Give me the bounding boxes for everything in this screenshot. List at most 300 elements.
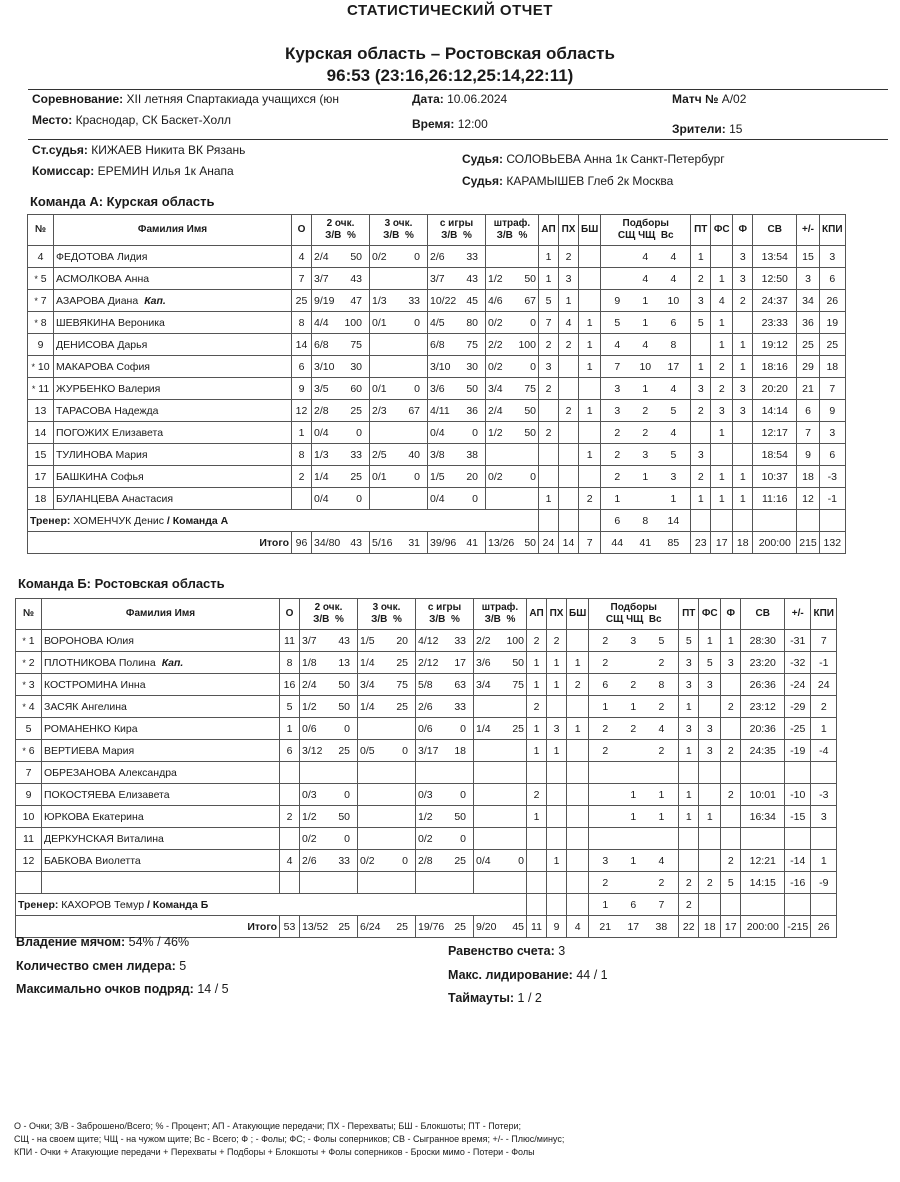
plus-minus: 3 [797, 268, 820, 290]
free-throws: 0/2 0 [486, 356, 539, 378]
free-throws [474, 872, 527, 894]
minutes: 26:36 [741, 674, 785, 696]
free-throws: 0/2 0 [486, 466, 539, 488]
total-ft: 13/26 50 [486, 532, 539, 554]
free-throws: 2/4 50 [486, 400, 539, 422]
minutes: 16:34 [741, 806, 785, 828]
col-blk: БШ [567, 599, 589, 630]
rebounds-cell: 7 10 17 [601, 356, 691, 378]
blocks [579, 290, 601, 312]
two-pointers: 2/6 33 [300, 850, 358, 872]
plus-minus: -31 [785, 630, 811, 652]
player-name: МАКАРОВА София [54, 356, 292, 378]
rebounds-cell: 2 2 [589, 652, 679, 674]
divider [28, 89, 888, 90]
plus-minus: 18 [797, 466, 820, 488]
three-pointers: 2/3 67 [370, 400, 428, 422]
points: 25 [292, 290, 312, 312]
minutes: 23:12 [741, 696, 785, 718]
fouls-drawn: 1 [711, 488, 733, 510]
blocks: 1 [579, 400, 601, 422]
col-to: ПТ [679, 599, 699, 630]
minutes: 28:30 [741, 630, 785, 652]
col-min: СВ [753, 215, 797, 246]
turnovers: 3 [691, 378, 711, 400]
efficiency: 25 [819, 334, 845, 356]
plus-minus: -15 [785, 806, 811, 828]
player-name: ВЕРТИЕВА Мария [42, 740, 280, 762]
efficiency: 3 [819, 246, 845, 268]
player-name: БАШКИНА Софья [54, 466, 292, 488]
fouls-drawn [711, 246, 733, 268]
col-stl: ПХ [559, 215, 579, 246]
turnovers: 3 [679, 652, 699, 674]
player-row [28, 444, 846, 466]
two-pointers: 3/5 60 [312, 378, 370, 400]
three-pointers: 0/1 0 [370, 378, 428, 400]
minutes: 11:16 [753, 488, 797, 510]
player-name: ПОКОСТЯЕВА Елизавета [42, 784, 280, 806]
totals-row [28, 532, 846, 554]
fouls-drawn: 3 [711, 400, 733, 422]
total-min: 200:00 [741, 916, 785, 938]
blocks: 1 [567, 718, 589, 740]
team-a-header: Команда А: Курская область [30, 194, 215, 209]
points: 2 [292, 466, 312, 488]
plus-minus: -10 [785, 784, 811, 806]
rebounds-cell: 6 2 8 [589, 674, 679, 696]
referee-1: Судья: СОЛОВЬЕВА Анна 1к Санкт-Петербург [462, 152, 725, 166]
assists: 1 [527, 740, 547, 762]
blocks [567, 828, 589, 850]
efficiency: -3 [811, 784, 837, 806]
legend [14, 1120, 884, 1159]
points [280, 762, 300, 784]
fouls-drawn [699, 762, 721, 784]
player-name: БУЛАНЦЕВА Анастасия [54, 488, 292, 510]
plus-minus: -19 [785, 740, 811, 762]
points: 7 [292, 268, 312, 290]
assists [527, 872, 547, 894]
total-to: 23 [691, 532, 711, 554]
fouls [721, 674, 741, 696]
field-goals: 0/6 0 [416, 718, 474, 740]
plus-minus [785, 762, 811, 784]
fouls-drawn [711, 444, 733, 466]
two-pointers: 2/8 25 [312, 400, 370, 422]
total-min: 200:00 [753, 532, 797, 554]
rebounds-cell: 1 6 7 [589, 894, 679, 916]
efficiency: 6 [819, 444, 845, 466]
player-name [42, 872, 280, 894]
plus-minus: 7 [797, 422, 820, 444]
plus-minus: 15 [797, 246, 820, 268]
steals [559, 378, 579, 400]
fouls [721, 718, 741, 740]
total-ft: 9/20 45 [474, 916, 527, 938]
col-ast: АП [527, 599, 547, 630]
free-throws: 3/6 50 [474, 652, 527, 674]
player-row [16, 762, 837, 784]
field-goals: 3/17 18 [416, 740, 474, 762]
two-pointers: 4/4 100 [312, 312, 370, 334]
fouls-drawn: 1 [699, 806, 721, 828]
field-goals: 2/8 25 [416, 850, 474, 872]
steals [559, 444, 579, 466]
fouls: 2 [721, 740, 741, 762]
player-name: ВОРОНОВА Юлия [42, 630, 280, 652]
three-pointers: 0/1 0 [370, 312, 428, 334]
three-pointers: 1/3 33 [370, 290, 428, 312]
two-pointers: 9/19 47 [312, 290, 370, 312]
rebounds-cell: 2 1 3 [601, 466, 691, 488]
turnovers: 1 [679, 806, 699, 828]
steals: 1 [547, 674, 567, 696]
blocks [567, 850, 589, 872]
player-row [28, 400, 846, 422]
total-ast: 11 [527, 916, 547, 938]
assists [539, 466, 559, 488]
two-pointers: 2/4 50 [300, 674, 358, 696]
minutes: 24:37 [753, 290, 797, 312]
col-no: № [28, 215, 54, 246]
minutes: 14:14 [753, 400, 797, 422]
blocks: 2 [579, 488, 601, 510]
col-name: Фамилия Имя [54, 215, 292, 246]
player-name: БАБКОВА Виолетта [42, 850, 280, 872]
field-goals: 2/6 33 [416, 696, 474, 718]
player-row [28, 290, 846, 312]
captain-mark: Кап. [161, 656, 184, 669]
free-throws [474, 828, 527, 850]
lead-changes: Количество смен лидера: 5 [16, 959, 187, 973]
two-pointers: 1/4 25 [312, 466, 370, 488]
assists: 2 [539, 378, 559, 400]
steals: 3 [559, 268, 579, 290]
assists: 7 [539, 312, 559, 334]
total-fg: 39/96 41 [428, 532, 486, 554]
fouls-drawn [699, 828, 721, 850]
fouls: 1 [733, 356, 753, 378]
total-stl: 14 [559, 532, 579, 554]
total-ast: 24 [539, 532, 559, 554]
team-turnovers [691, 510, 711, 532]
field-goals [416, 762, 474, 784]
total-fg: 19/76 25 [416, 916, 474, 938]
field-goals: 0/2 0 [416, 828, 474, 850]
fouls: 3 [733, 400, 753, 422]
minutes: 20:36 [741, 718, 785, 740]
steals: 2 [559, 246, 579, 268]
total-eff: 132 [819, 532, 845, 554]
player-row [28, 422, 846, 444]
steals: 4 [559, 312, 579, 334]
three-pointers: 0/5 0 [358, 740, 416, 762]
steals [559, 488, 579, 510]
points: 5 [280, 696, 300, 718]
efficiency: -9 [811, 872, 837, 894]
free-throws [474, 806, 527, 828]
player-row [16, 652, 837, 674]
turnovers: 5 [679, 630, 699, 652]
player-number: * 10 [28, 356, 54, 378]
player-row [28, 334, 846, 356]
points: 8 [280, 652, 300, 674]
total-pm: -215 [785, 916, 811, 938]
field-goals: 0/4 0 [428, 488, 486, 510]
player-row [28, 466, 846, 488]
assists: 1 [539, 268, 559, 290]
player-name: АЗАРОВА Диана Кап. [54, 290, 292, 312]
points: 11 [280, 630, 300, 652]
three-pointers [370, 422, 428, 444]
free-throws: 2/2 100 [486, 334, 539, 356]
minutes: 23:20 [741, 652, 785, 674]
coach: Тренер: КАХОРОВ Темур / Команда Б [16, 894, 527, 916]
steals: 1 [547, 652, 567, 674]
player-number: * 8 [28, 312, 54, 334]
turnovers: 1 [691, 488, 711, 510]
total-three: 5/16 31 [370, 532, 428, 554]
assists [527, 762, 547, 784]
player-number: 18 [28, 488, 54, 510]
player-number: 11 [16, 828, 42, 850]
plus-minus: 34 [797, 290, 820, 312]
blocks [579, 378, 601, 400]
efficiency: 19 [819, 312, 845, 334]
two-pointers: 6/8 75 [312, 334, 370, 356]
points: 12 [292, 400, 312, 422]
fouls-drawn [699, 696, 721, 718]
col-blk: БШ [579, 215, 601, 246]
field-goals: 4/12 33 [416, 630, 474, 652]
rebounds-cell: 9 1 10 [601, 290, 691, 312]
points: 14 [292, 334, 312, 356]
rebounds-cell: 2 2 [589, 872, 679, 894]
free-throws: 1/2 50 [486, 268, 539, 290]
fouls: 3 [721, 652, 741, 674]
fouls-drawn: 2 [711, 378, 733, 400]
field-goals: 3/6 50 [428, 378, 486, 400]
three-pointers [370, 356, 428, 378]
efficiency: 3 [819, 422, 845, 444]
free-throws: 1/4 25 [474, 718, 527, 740]
plus-minus: 36 [797, 312, 820, 334]
total-two: 13/52 25 [300, 916, 358, 938]
col-no: № [16, 599, 42, 630]
steals [547, 872, 567, 894]
turnovers [691, 334, 711, 356]
player-name: ПЛОТНИКОВА Полина Кап. [42, 652, 280, 674]
field-goals: 6/8 75 [428, 334, 486, 356]
three-pointers [370, 334, 428, 356]
two-pointers [300, 872, 358, 894]
efficiency: 26 [819, 290, 845, 312]
time: Время: 12:00 [412, 117, 488, 131]
points: 9 [292, 378, 312, 400]
two-pointers: 1/2 50 [300, 806, 358, 828]
turnovers: 2 [679, 872, 699, 894]
blocks [567, 784, 589, 806]
efficiency [811, 828, 837, 850]
player-name: ОБРЕЗАНОВА Александра [42, 762, 280, 784]
max-lead: Макс. лидирование: 44 / 1 [448, 968, 608, 982]
player-name: ЮРКОВА Екатерина [42, 806, 280, 828]
fouls: 2 [721, 696, 741, 718]
player-row [28, 268, 846, 290]
steals: 2 [547, 630, 567, 652]
col-ft: штраф. З/В % [486, 215, 539, 246]
assists: 2 [527, 630, 547, 652]
player-number: * 5 [28, 268, 54, 290]
fouls-drawn: 1 [711, 334, 733, 356]
free-throws [474, 696, 527, 718]
possession: Владение мячом: 54% / 46% [16, 935, 190, 949]
field-goals: 2/6 33 [428, 246, 486, 268]
plus-minus [785, 828, 811, 850]
total-two: 34/80 43 [312, 532, 370, 554]
fouls: 2 [721, 850, 741, 872]
player-number: 5 [16, 718, 42, 740]
fouls: 3 [733, 246, 753, 268]
player-name: ТУЛИНОВА Мария [54, 444, 292, 466]
assists [539, 400, 559, 422]
rebounds-cell: 5 1 6 [601, 312, 691, 334]
player-number: * 2 [16, 652, 42, 674]
col-eff: КПИ [819, 215, 845, 246]
steals: 1 [547, 850, 567, 872]
assists: 2 [527, 784, 547, 806]
free-throws: 3/4 75 [486, 378, 539, 400]
free-throws [486, 444, 539, 466]
total-pm: 215 [797, 532, 820, 554]
fouls: 1 [733, 334, 753, 356]
fouls-drawn [699, 850, 721, 872]
max-run: Максимально очков подряд: 14 / 5 [16, 982, 229, 996]
assists [539, 444, 559, 466]
rebounds-cell: 4 4 [601, 246, 691, 268]
points: 4 [292, 246, 312, 268]
col-two: 2 очк. З/В % [312, 215, 370, 246]
match-number: Матч № A/02 [672, 92, 747, 106]
efficiency: 6 [819, 268, 845, 290]
steals [547, 762, 567, 784]
place: Место: Краснодар, СК Баскет-Холл [32, 113, 231, 127]
commissioner: Комиссар: ЕРЕМИН Илья 1к Анапа [32, 164, 234, 178]
divider [28, 139, 888, 140]
ties: Равенство счета: 3 [448, 944, 566, 958]
three-pointers: 0/2 0 [358, 850, 416, 872]
total-three: 6/24 25 [358, 916, 416, 938]
col-ast: АП [539, 215, 559, 246]
fouls [721, 828, 741, 850]
two-pointers: 0/4 0 [312, 422, 370, 444]
col-reb: Подборы СЩ ЧЩ Вс [601, 215, 691, 246]
rebounds-cell: 4 4 [601, 268, 691, 290]
minutes: 23:33 [753, 312, 797, 334]
turnovers: 1 [679, 784, 699, 806]
field-goals: 10/22 45 [428, 290, 486, 312]
minutes [741, 762, 785, 784]
chief-referee: Ст.судья: КИЖАЕВ Никита ВК Рязань [32, 143, 246, 157]
rebounds-cell: 6 8 14 [601, 510, 691, 532]
steals [547, 784, 567, 806]
fouls [721, 762, 741, 784]
two-pointers: 1/8 13 [300, 652, 358, 674]
player-name: ПОГОЖИХ Елизавета [54, 422, 292, 444]
fouls [733, 422, 753, 444]
minutes: 19:12 [753, 334, 797, 356]
total-stl: 9 [547, 916, 567, 938]
fouls-drawn: 5 [699, 652, 721, 674]
fouls: 1 [721, 630, 741, 652]
blocks: 2 [567, 674, 589, 696]
turnovers: 3 [679, 718, 699, 740]
assists: 1 [539, 488, 559, 510]
points: 1 [280, 718, 300, 740]
col-stl: ПХ [547, 599, 567, 630]
efficiency: 24 [811, 674, 837, 696]
points [280, 828, 300, 850]
col-to: ПТ [691, 215, 711, 246]
fouls-drawn: 3 [699, 718, 721, 740]
minutes: 13:54 [753, 246, 797, 268]
player-row [28, 246, 846, 268]
spectators: Зрители: 15 [672, 122, 743, 136]
field-goals: 0/4 0 [428, 422, 486, 444]
player-row [16, 696, 837, 718]
free-throws: 0/2 0 [486, 312, 539, 334]
player-row [16, 718, 837, 740]
player-number: * 1 [16, 630, 42, 652]
turnovers: 2 [691, 400, 711, 422]
fouls [733, 312, 753, 334]
match-score: 96:53 (23:16,26:12,25:14,22:11) [326, 66, 574, 85]
assists: 1 [527, 806, 547, 828]
rebounds-cell: 1 1 [589, 806, 679, 828]
efficiency: 7 [811, 630, 837, 652]
fouls-drawn: 2 [711, 356, 733, 378]
turnovers: 3 [679, 674, 699, 696]
player-row [16, 740, 837, 762]
rebounds-cell [589, 762, 679, 784]
player-number: 14 [28, 422, 54, 444]
plus-minus: -25 [785, 718, 811, 740]
efficiency: 2 [811, 696, 837, 718]
three-pointers: 3/4 75 [358, 674, 416, 696]
rebounds-cell: 1 1 [589, 784, 679, 806]
rebounds-cell: 21 17 38 [589, 916, 679, 938]
points: 6 [292, 356, 312, 378]
free-throws [486, 246, 539, 268]
points: 8 [292, 444, 312, 466]
fouls: 1 [733, 488, 753, 510]
efficiency: 7 [819, 378, 845, 400]
minutes: 18:16 [753, 356, 797, 378]
steals: 3 [547, 718, 567, 740]
player-name: РОМАНЕНКО Кира [42, 718, 280, 740]
player-number [16, 872, 42, 894]
plus-minus: 29 [797, 356, 820, 378]
free-throws: 3/4 75 [474, 674, 527, 696]
player-row [16, 674, 837, 696]
col-eff: КПИ [811, 599, 837, 630]
efficiency: -3 [819, 466, 845, 488]
two-pointers: 1/3 33 [312, 444, 370, 466]
efficiency: -4 [811, 740, 837, 762]
fouls: 2 [721, 784, 741, 806]
two-pointers: 3/7 43 [312, 268, 370, 290]
